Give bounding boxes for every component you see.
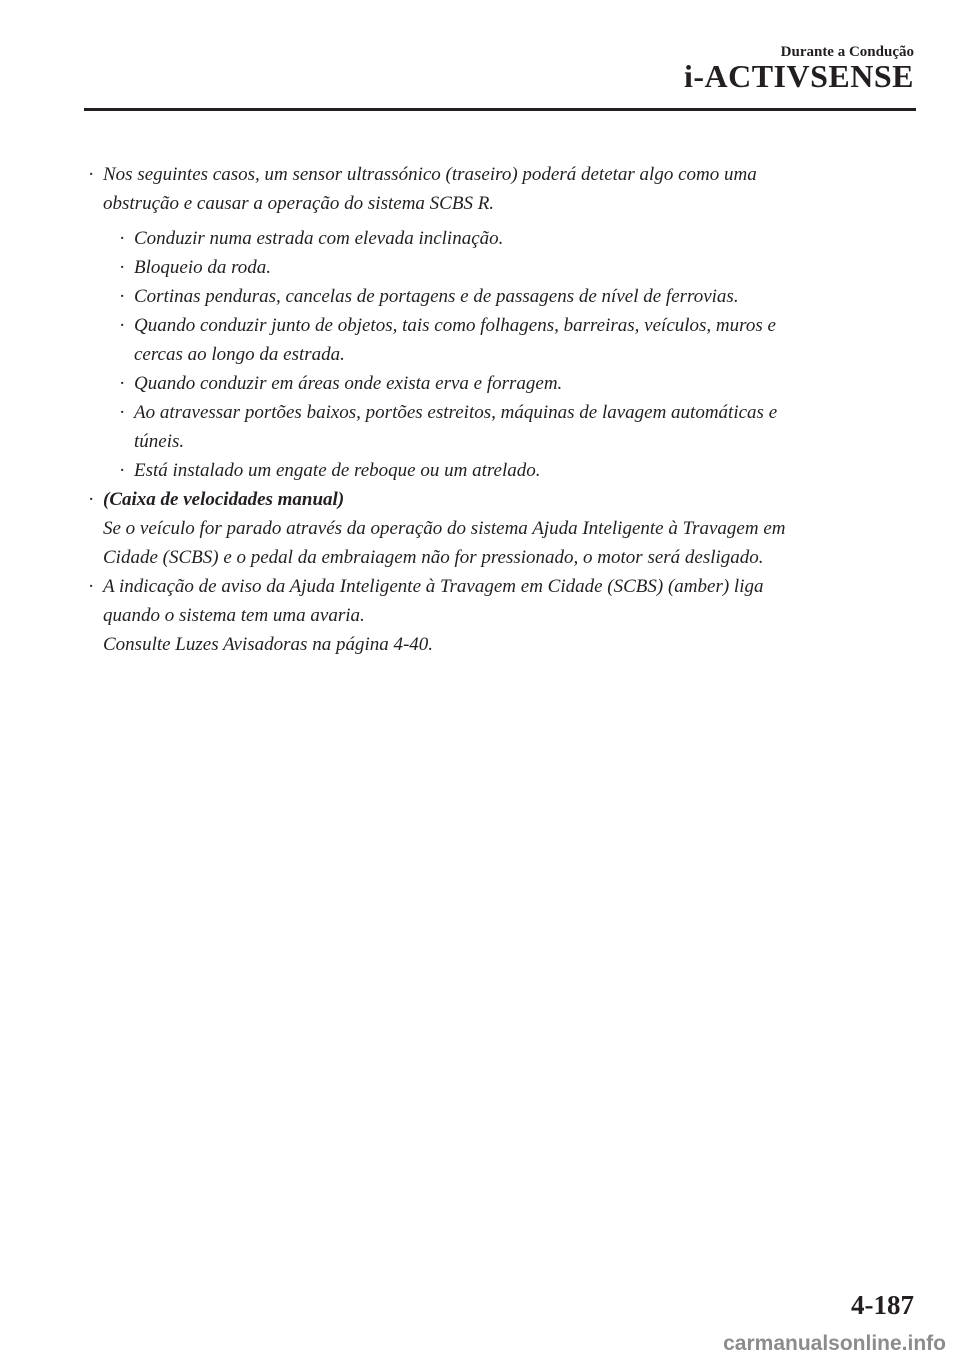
item-text: túneis.	[134, 431, 185, 452]
cross-reference: Consulte Luzes Avisadoras na página 4-40.	[103, 634, 434, 655]
sub-list-item	[117, 398, 916, 456]
item-text: Ao atravessar portões baixos, portões estreitos, máquinas de lavagem automáticas e	[134, 402, 778, 423]
main-content	[86, 160, 916, 659]
bullet-icon: ·	[119, 228, 126, 249]
item-text: Se o veículo for parado através da operação do sistema Ajuda Inteligente à Travagem em	[103, 518, 786, 539]
item-text: cercas ao longo da estrada.	[134, 344, 345, 365]
sub-list	[103, 224, 916, 485]
sub-list-item	[117, 253, 916, 282]
item-text: Quando conduzir junto de objetos, tais como folhagens, barreiras, veículos, muros e	[134, 315, 776, 336]
header-divider	[84, 108, 916, 111]
item-text: Conduzir numa estrada com elevada inclinação.	[134, 228, 504, 249]
item-text: Bloqueio da roda.	[134, 257, 272, 278]
bullet-icon: ·	[88, 576, 95, 597]
sub-list-item	[117, 369, 916, 398]
bullet-icon: ·	[119, 257, 126, 278]
item-text: Cortinas penduras, cancelas de portagens e de passagens de nível de ferrovias.	[134, 286, 739, 307]
bullet-icon: ·	[88, 164, 95, 185]
bullet-icon: ·	[88, 489, 95, 510]
sub-list-item	[117, 224, 916, 253]
bullet-icon: ·	[119, 315, 126, 336]
page-title: i-ACTIVSENSE	[683, 58, 914, 94]
item-text: Está instalado um engate de reboque ou um atrelado.	[134, 460, 541, 481]
item-text: Nos seguintes casos, um sensor ultrassónico (traseiro) poderá detetar algo como uma	[103, 164, 757, 185]
list-item	[86, 572, 916, 659]
item-text: A indicação de aviso da Ajuda Inteligente à Travagem em Cidade (SCBS) (amber) liga	[103, 576, 764, 597]
sub-list-item	[117, 311, 916, 369]
bullet-icon: ·	[119, 286, 126, 307]
item-text: quando o sistema tem uma avaria.	[103, 605, 365, 626]
item-text: Cidade (SCBS) e o pedal da embraiagem não for pressionado, o motor será desligado.	[103, 547, 764, 568]
item-text: obstrução e causar a operação do sistema SCBS R.	[103, 193, 495, 214]
item-heading: (Caixa de velocidades manual)	[103, 489, 345, 510]
watermark: carmanualsonline.info	[723, 1332, 946, 1355]
item-text: Quando conduzir em áreas onde exista erva e forragem.	[134, 373, 563, 394]
list-item	[86, 485, 916, 572]
sub-list-item	[117, 456, 916, 485]
bullet-icon: ·	[119, 373, 126, 394]
list-item	[86, 160, 916, 485]
bullet-icon: ·	[119, 402, 126, 423]
page-number: 4-187	[851, 1290, 914, 1320]
sub-list-item	[117, 282, 916, 311]
section-label: Durante a Condução	[780, 44, 914, 60]
bullet-icon: ·	[119, 460, 126, 481]
